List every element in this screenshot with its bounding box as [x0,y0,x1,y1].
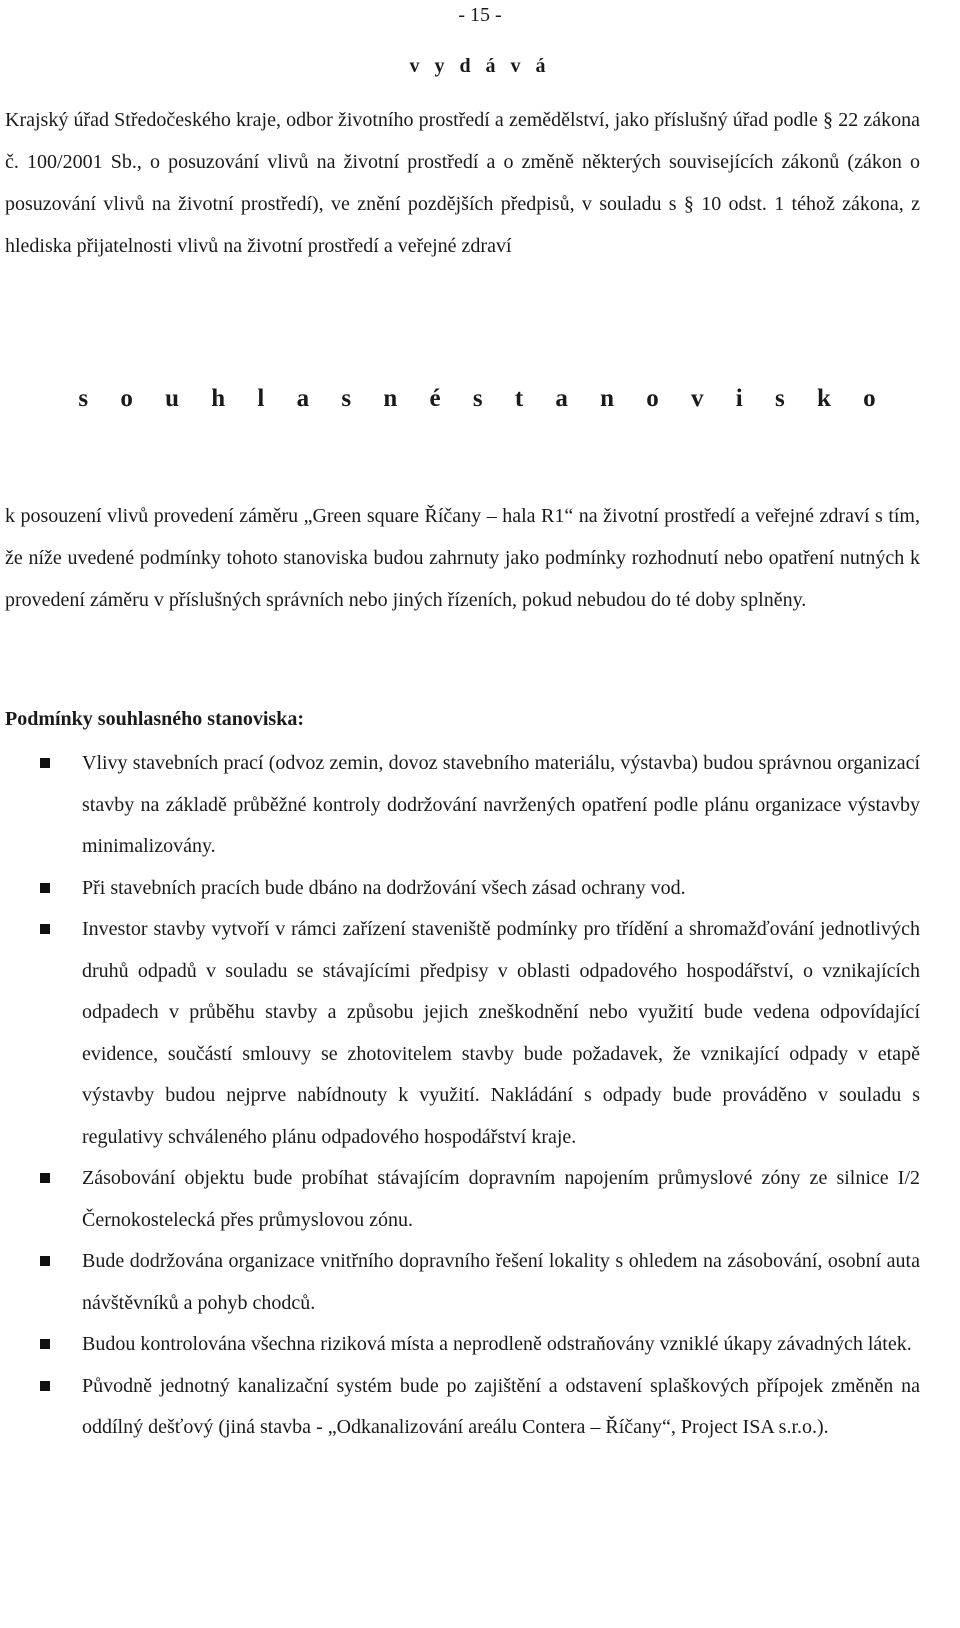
condition-item [0,868,920,910]
condition-item [0,1366,920,1449]
condition-item [0,1324,920,1366]
condition-text: Vlivy stavebních prací (odvoz zemin, dovoz stavebního materiálu, výstavba) budou správnou organizací stavby na základě průběžné kontroly dodržování navržených opatření podle plánu organizace výstavby minimalizovány. [82,752,920,857]
stanovisko-title: s o u h l a s n é s t a n o v i s k o [78,385,882,412]
square-bullet-icon [40,758,50,768]
square-bullet-icon [40,1339,50,1349]
page-number: - 15 - [458,4,502,26]
condition-item [0,1241,920,1324]
condition-text: Při stavebních pracích bude dbáno na dodržování všech zásad ochrany vod. [82,876,686,899]
heading-vydava: v y d á v á [409,55,551,77]
square-bullet-icon [40,1173,50,1183]
condition-text: Zásobování objektu bude probíhat stávajícím dopravním napojením průmyslové zóny ze silnice I/2 Černokostelecká přes průmyslovou zónu. [82,1167,920,1231]
conditions-list [0,743,960,1449]
condition-text: Budou kontrolována všechna riziková místa a neprodleně odstraňovány vzniklé úkapy závadných látek. [82,1333,912,1355]
square-bullet-icon [40,1256,50,1266]
square-bullet-icon [40,924,50,934]
conditions-heading: Podmínky souhlasného stanoviska: [5,708,304,730]
condition-text: Původně jednotný kanalizační systém bude po zajištění a odstavení splaškových přípojek změněn na oddílný dešťový (jiná stavba - „Odkanalizování areálu Contera – Říčany“, Project ISA s.r.o.). [82,1374,920,1438]
intro-paragraph: Krajský úřad Středočeského kraje, odbor životního prostředí a zemědělství, jako příslušný úřad podle § 22 zákona č. 100/2001 Sb., o posuzování vlivů na životní prostředí a o změně některých souvisejících zákonů (zákon o posuzování vlivů na životní prostředí), ve znění pozdějších předpisů, v souladu s § 10 odst. 1 téhož zákona, z hlediska přijatelnosti vlivů na životní prostředí a veřejné zdraví [5,109,920,257]
square-bullet-icon [40,883,50,893]
square-bullet-icon [40,1381,50,1391]
condition-item [0,909,920,1158]
posouzeni-paragraph: k posouzení vlivů provedení záměru „Green square Říčany – hala R1“ na životní prostředí a veřejné zdraví s tím, že níže uvedené podmínky tohoto stanoviska budou zahrnuty jako podmínky rozhodnutí nebo opatření nutných k provedení záměru v příslušných správních nebo jiných řízeních, pokud nebudou do té doby splněny. [5,505,920,611]
condition-text: Investor stavby vytvoří v rámci zařízení staveniště podmínky pro třídění a shromažďování jednotlivých druhů odpadů v souladu se stávajícími předpisy v oblasti odpadového hospodářství, o vznikajících odpadech v průběhu stavby a způsobu jejich zneškodnění nebo využití bude vedena odpovídající evidence, součástí smlouvy se zhotovitelem stavby bude požadavek, že vznikající odpady v etapě výstavby budou nejprve nabídnouty k využití. Nakládání s odpady bude prováděno v souladu s regulativy schváleného plánu odpadového hospodářství kraje. [82,918,920,1148]
condition-item [0,743,920,868]
condition-item [0,1158,920,1241]
condition-text: Bude dodržována organizace vnitřního dopravního řešení lokality s ohledem na zásobování, osobní auta návštěvníků a pohyb chodců. [82,1250,920,1314]
